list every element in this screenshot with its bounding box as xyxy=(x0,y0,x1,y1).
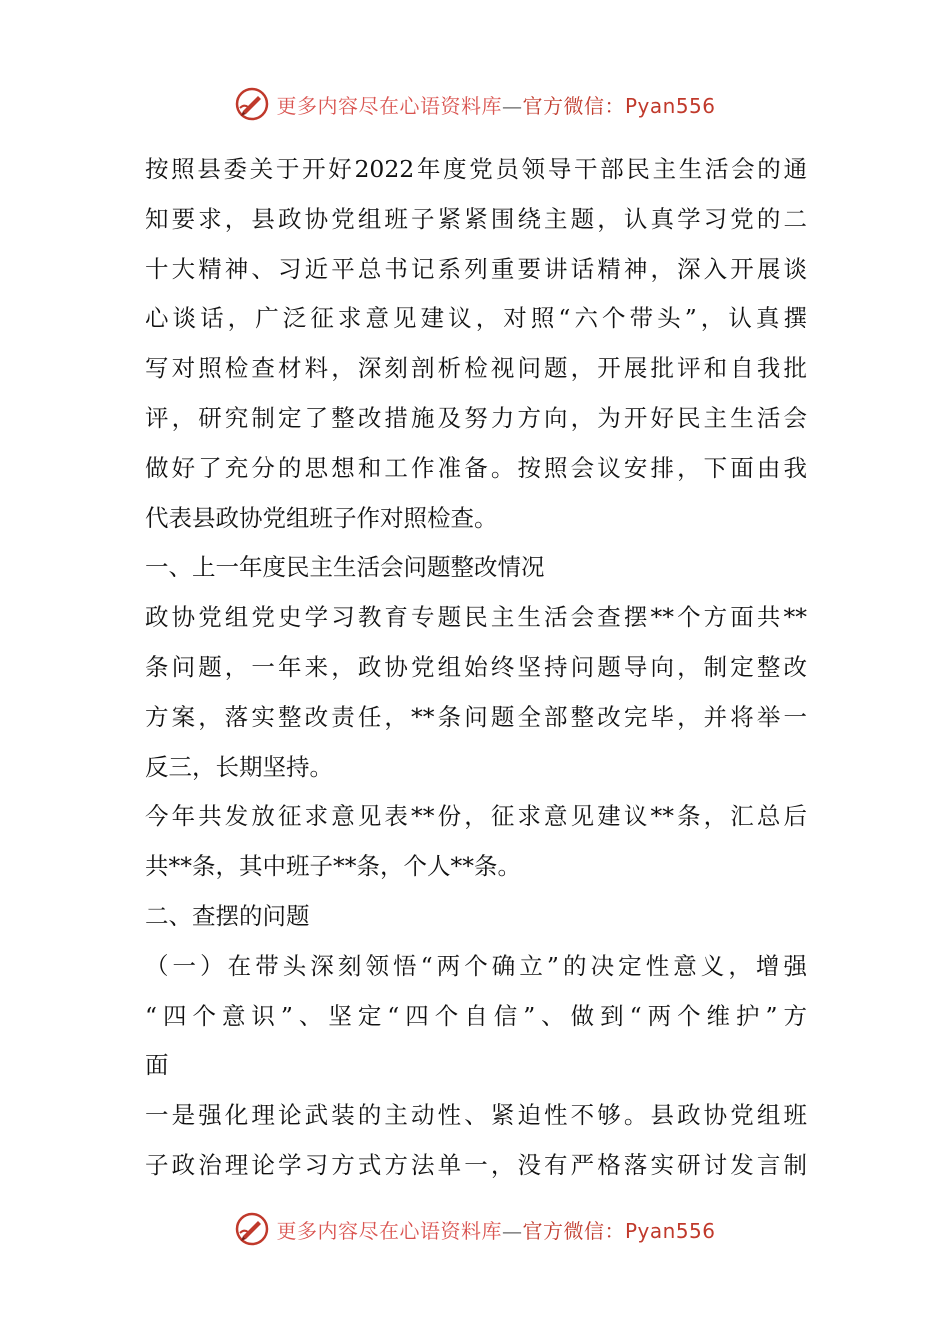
text-line: 面 xyxy=(145,1051,169,1080)
watermark-banner-top xyxy=(0,84,950,124)
document-body xyxy=(145,145,807,1191)
watermark-separator: — xyxy=(501,1218,523,1243)
watermark-separator: — xyxy=(501,93,523,118)
text-line: 条问题，一年来，政协党组始终坚持问题导向，制定整改 xyxy=(145,652,807,681)
pen-logo-icon xyxy=(234,86,270,122)
text-line: 写对照检查材料，深刻剖析检视问题，开展批评和自我批 xyxy=(145,354,807,383)
text-line: 一是强化理论武装的主动性、紧迫性不够。县政协党组班 xyxy=(145,1101,807,1130)
text-line: 十大精神、习近平总书记系列重要讲话精神，深入开展谈 xyxy=(145,254,807,283)
watermark-text xyxy=(276,90,715,119)
text-line: 反三，长期坚持。 xyxy=(145,752,333,781)
watermark-contact-label: 官方微信： xyxy=(522,93,625,118)
watermark-main: 更多内容尽在心语资料库 xyxy=(276,1218,502,1243)
text-line: 按照县委关于开好2022年度党员领导干部民主生活会的通 xyxy=(145,155,807,183)
text-line: 评，研究制定了整改措施及努力方向，为开好民主生活会 xyxy=(145,403,807,432)
text-line: 心谈话，广泛征求意见建议，对照“六个带头”，认真撰 xyxy=(145,304,807,333)
watermark-main: 更多内容尽在心语资料库 xyxy=(276,93,502,118)
watermark-banner-bottom xyxy=(0,1209,950,1249)
text-line: 共**条，其中班子**条，个人**条。 xyxy=(145,852,521,881)
text-line: 做好了充分的思想和工作准备。按照会议安排，下面由我 xyxy=(145,453,807,482)
text-line: 知要求，县政协党组班子紧紧围绕主题，认真学习党的二 xyxy=(145,204,807,233)
watermark-contact-id: Pyan556 xyxy=(624,1218,716,1243)
text-line: 二、查摆的问题 xyxy=(145,901,310,930)
watermark-text xyxy=(276,1215,715,1244)
text-line: 今年共发放征求意见表**份，征求意见建议**条，汇总后 xyxy=(145,802,807,831)
text-line: 一、上一年度民主生活会问题整改情况 xyxy=(145,553,545,582)
text-line: 方案，落实整改责任，**条问题全部整改完毕，并将举一 xyxy=(145,702,807,731)
text-line: “四个意识”、坚定“四个自信”、做到“两个维护”方 xyxy=(145,1001,807,1030)
watermark-contact-label: 官方微信： xyxy=(522,1218,625,1243)
text-line: 子政治理论学习方式方法单一，没有严格落实研讨发言制 xyxy=(145,1150,807,1179)
text-line: 代表县政协党组班子作对照检查。 xyxy=(145,503,498,532)
watermark-contact-id: Pyan556 xyxy=(624,93,716,118)
text-line: 政协党组党史学习教育专题民主生活会查摆**个方面共** xyxy=(145,603,807,632)
pen-logo-icon xyxy=(234,1211,270,1247)
text-line: （一）在带头深刻领悟“两个确立”的决定性意义，增强 xyxy=(145,951,807,980)
